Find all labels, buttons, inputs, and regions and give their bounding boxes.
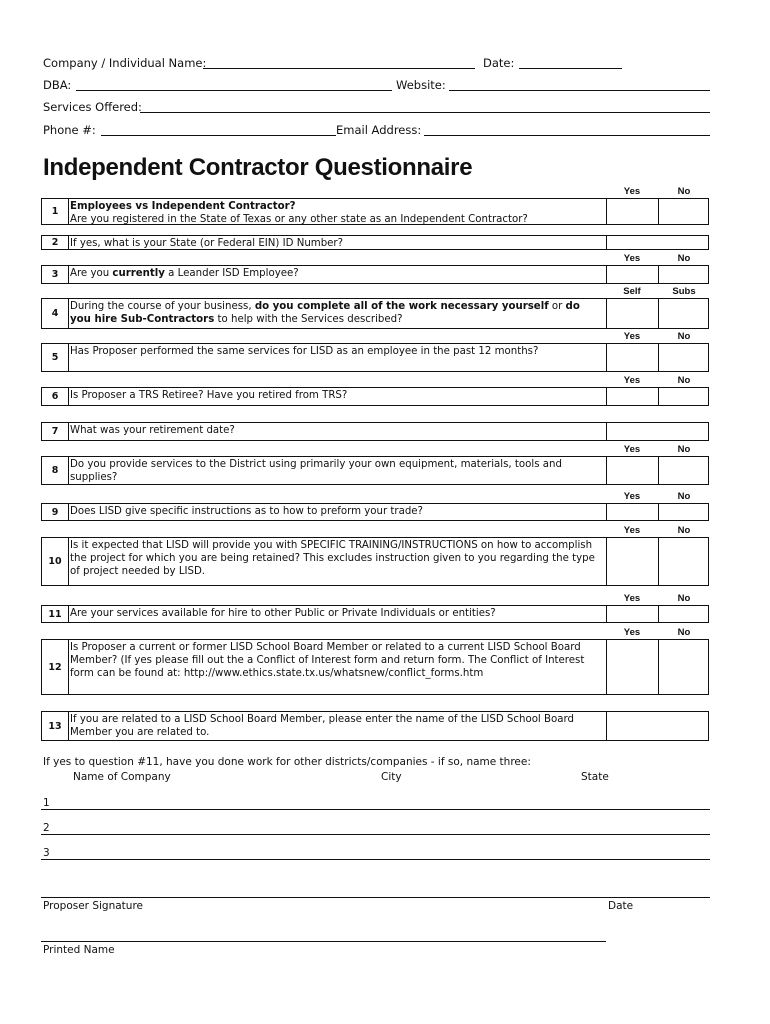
question-number: 8 — [42, 457, 69, 484]
col-header-subs: Subs — [672, 286, 696, 297]
dba-field[interactable] — [76, 90, 392, 91]
col-header-yes: Yes — [623, 444, 641, 455]
question-text — [70, 200, 604, 226]
ref-row-number: 2 — [43, 822, 50, 834]
ref-col-city: City — [381, 771, 402, 783]
signature-date-label: Date — [608, 900, 634, 912]
ref-col-state: State — [581, 771, 609, 783]
dba-label: DBA: — [43, 78, 72, 92]
answer-yes-box[interactable] — [606, 199, 659, 224]
answer-no-box[interactable] — [658, 344, 710, 371]
answer-no-box[interactable] — [658, 504, 710, 520]
question-text: If you are related to a LISD School Board Member, please enter the name of the LISD School Board Member you are related to. — [70, 714, 574, 738]
services-offered-field[interactable] — [140, 112, 710, 113]
company-name-label: Company / Individual Name: — [43, 56, 207, 70]
col-header-no: No — [677, 491, 691, 502]
question-text: Does LISD give specific instructions as to how to preform your trade? — [70, 506, 423, 517]
question-row-12 — [41, 639, 709, 695]
question-row-10 — [41, 537, 709, 586]
question-text: Do you provide services to the District using primarily your own equipment, materials, tools and supplies? — [70, 459, 562, 483]
answer-no-box[interactable] — [658, 640, 710, 694]
question-body: Are you registered in the State of Texas or any other state as an Independent Contractor? — [70, 214, 528, 225]
references-intro: If yes to question #11, have you done work for other districts/companies - if so, name three: — [43, 756, 531, 768]
question-row-11 — [41, 605, 709, 623]
proposer-signature-label: Proposer Signature — [43, 900, 143, 912]
col-header-yes: Yes — [623, 186, 641, 197]
question-number: 4 — [42, 299, 69, 328]
question-row-5 — [41, 343, 709, 372]
services-offered-label: Services Offered: — [43, 100, 142, 114]
question-number: 9 — [42, 504, 69, 520]
question-text: If yes, what is your State (or Federal EIN) ID Number? — [70, 238, 344, 249]
answer-no-box[interactable] — [658, 457, 710, 484]
question-number: 12 — [42, 640, 69, 694]
col-header-yes: Yes — [623, 525, 641, 536]
question-number: 3 — [42, 266, 69, 283]
question-number: 2 — [42, 236, 69, 249]
page-title: Independent Contractor Questionnaire — [43, 154, 473, 181]
col-header-self: Self — [623, 286, 641, 297]
col-header-no: No — [677, 253, 691, 264]
question-text: Has Proposer performed the same services for LISD as an employee in the past 12 months? — [70, 346, 539, 357]
ref-col-company: Name of Company — [73, 771, 171, 783]
question-number: 1 — [42, 199, 69, 224]
ref-row-3-line[interactable] — [41, 859, 710, 860]
ref-row-number: 3 — [43, 847, 50, 859]
answer-self-box[interactable] — [606, 299, 659, 328]
question-number: 6 — [42, 388, 69, 405]
website-label: Website: — [396, 78, 446, 92]
board-member-name-box[interactable] — [606, 712, 708, 740]
question-text-emphasis: do you complete all of the work necessary yourself — [254, 301, 549, 312]
answer-yes-box[interactable] — [606, 266, 659, 283]
company-name-field[interactable] — [203, 68, 475, 69]
question-text — [70, 267, 604, 280]
website-field[interactable] — [449, 90, 710, 91]
question-text — [70, 300, 604, 326]
ein-answer-box[interactable] — [606, 236, 708, 249]
printed-name-label: Printed Name — [43, 944, 115, 956]
col-header-no: No — [677, 627, 691, 638]
question-row-3 — [41, 265, 709, 284]
email-label: Email Address: — [336, 123, 422, 137]
col-header-yes: Yes — [623, 593, 641, 604]
question-row-8 — [41, 456, 709, 485]
answer-yes-box[interactable] — [606, 388, 659, 405]
retirement-date-box[interactable] — [606, 423, 708, 440]
answer-no-box[interactable] — [658, 538, 710, 585]
question-row-6 — [41, 387, 709, 406]
question-text-part: or — [548, 301, 566, 312]
question-number: 13 — [42, 712, 69, 740]
col-header-no: No — [677, 375, 691, 386]
question-row-2 — [41, 235, 709, 250]
question-row-4 — [41, 298, 709, 329]
ref-row-2-line[interactable] — [41, 834, 710, 835]
email-field[interactable] — [424, 135, 710, 136]
answer-no-box[interactable] — [658, 266, 710, 283]
answer-yes-box[interactable] — [606, 344, 659, 371]
col-header-yes: Yes — [623, 253, 641, 264]
answer-yes-box[interactable] — [606, 640, 659, 694]
col-header-yes: Yes — [623, 375, 641, 386]
question-number: 5 — [42, 344, 69, 371]
question-row-13 — [41, 711, 709, 741]
question-number: 7 — [42, 423, 69, 440]
col-header-yes: Yes — [623, 331, 641, 342]
answer-yes-box[interactable] — [606, 538, 659, 585]
col-header-no: No — [677, 593, 691, 604]
question-text-part: to help with the Services described? — [214, 314, 403, 325]
col-header-no: No — [677, 186, 691, 197]
question-number: 11 — [42, 606, 69, 622]
answer-yes-box[interactable] — [606, 504, 659, 520]
question-text-emphasis: do you hire Sub-Contractors — [70, 301, 580, 325]
question-text-part: a Leander ISD Employee? — [164, 268, 299, 279]
question-text: Is it expected that LISD will provide you with SPECIFIC TRAINING/INSTRUCTIONS on how to accomplish the project for which you are being retained? This excludes instruction given to you regarding the type of project needed by LISD. — [70, 540, 595, 577]
col-header-no: No — [677, 525, 691, 536]
answer-no-box[interactable] — [658, 388, 710, 405]
answer-yes-box[interactable] — [606, 606, 659, 622]
phone-field[interactable] — [101, 135, 336, 136]
phone-label: Phone #: — [43, 123, 96, 137]
question-text: What was your retirement date? — [70, 425, 235, 436]
question-row-9 — [41, 503, 709, 521]
question-text: Is Proposer a current or former LISD School Board Member or related to a current LISD School Board Member? (If yes please fill out the a Conflict of Interest form and return form. The Conflict of Interest form can be found at: http://www.ethics.state.tx.us/whatsnew/conflict_forms.htm — [70, 642, 585, 679]
question-text-emphasis: currently — [112, 268, 165, 279]
question-text: Are your services available for hire to other Public or Private Individuals or entities? — [70, 608, 496, 619]
date-field[interactable] — [519, 68, 622, 69]
question-heading: Employees vs Independent Contractor? — [70, 201, 296, 212]
answer-subs-box[interactable] — [658, 299, 710, 328]
col-header-yes: Yes — [623, 627, 641, 638]
col-header-yes: Yes — [623, 491, 641, 502]
ref-row-1-line[interactable] — [41, 809, 710, 810]
date-label: Date: — [483, 56, 515, 70]
signature-line[interactable] — [41, 897, 710, 898]
answer-no-box[interactable] — [658, 606, 710, 622]
question-text-part: Are you — [70, 268, 113, 279]
question-number: 10 — [42, 538, 69, 585]
question-row-1 — [41, 198, 709, 225]
question-row-7 — [41, 422, 709, 441]
answer-yes-box[interactable] — [606, 457, 659, 484]
question-text-part: During the course of your business, — [70, 301, 255, 312]
answer-no-box[interactable] — [658, 199, 710, 224]
col-header-no: No — [677, 444, 691, 455]
col-header-no: No — [677, 331, 691, 342]
printed-name-line[interactable] — [41, 941, 606, 942]
question-text: Is Proposer a TRS Retiree? Have you retired from TRS? — [70, 390, 348, 401]
ref-row-number: 1 — [43, 797, 50, 809]
